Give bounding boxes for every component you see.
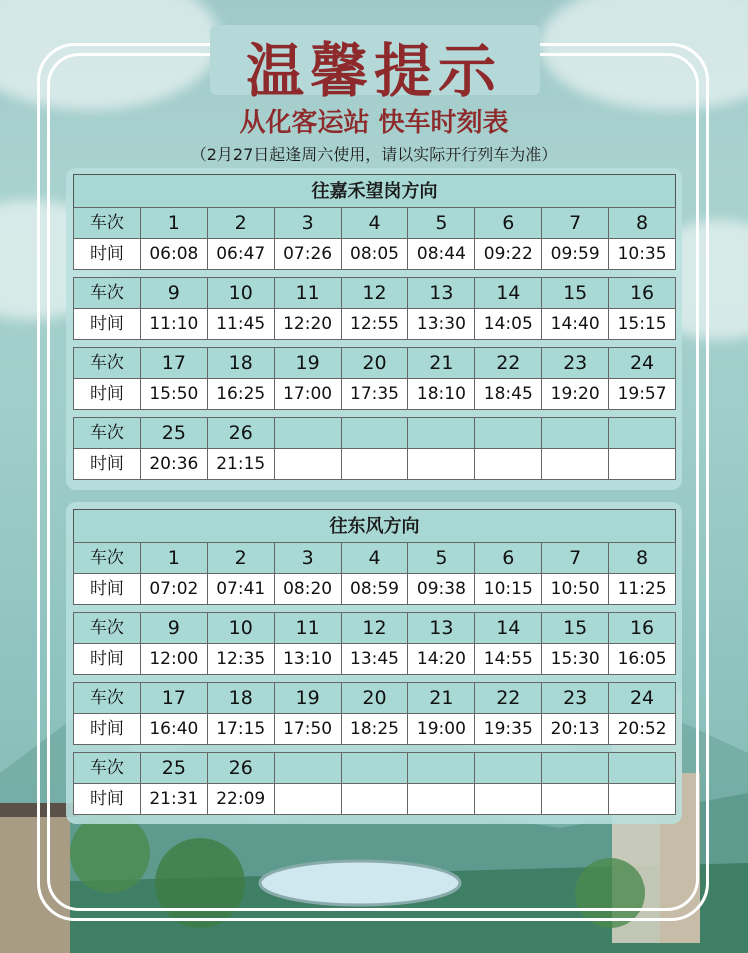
departure-time-cell: 21:15 — [207, 448, 275, 480]
train-number-cell: 8 — [608, 207, 676, 239]
train-number-cell: 14 — [474, 612, 542, 644]
train-number-cell: 18 — [207, 682, 275, 714]
departure-time-cell: 14:40 — [541, 308, 609, 340]
train-number-cell: 11 — [274, 277, 342, 309]
train-number-cell — [274, 752, 342, 784]
departure-time-cell — [274, 448, 342, 480]
train-number-row — [73, 348, 676, 379]
page-title: 温馨提示 — [245, 37, 502, 105]
departure-time-cell: 07:02 — [140, 573, 208, 605]
train-number-cell: 6 — [474, 207, 542, 239]
departure-time-cell: 06:08 — [140, 238, 208, 270]
train-number-cell: 7 — [541, 207, 609, 239]
train-number-cell: 7 — [541, 542, 609, 574]
schedule-block — [73, 208, 676, 270]
train-number-cell: 16 — [608, 277, 676, 309]
train-number-cell: 17 — [140, 682, 208, 714]
train-number-cell: 9 — [140, 277, 208, 309]
departure-time-cell: 20:13 — [541, 713, 609, 745]
train-number-cell: 2 — [207, 207, 275, 239]
train-number-cell: 3 — [274, 207, 342, 239]
row-label-time: 时间 — [73, 378, 141, 410]
row-label-time: 时间 — [73, 573, 141, 605]
schedule-block — [73, 543, 676, 605]
row-label-time: 时间 — [73, 713, 141, 745]
train-number-cell: 2 — [207, 542, 275, 574]
train-number-cell: 13 — [407, 277, 475, 309]
schedule-block — [73, 278, 676, 340]
departure-time-cell: 11:25 — [608, 573, 676, 605]
row-label-number: 车次 — [73, 417, 141, 449]
train-number-cell: 21 — [407, 347, 475, 379]
departure-time-cell: 16:25 — [207, 378, 275, 410]
departure-time-cell: 20:36 — [140, 448, 208, 480]
row-label-number: 车次 — [73, 542, 141, 574]
schedule-block — [73, 613, 676, 675]
schedule-block — [73, 683, 676, 745]
row-label-number: 车次 — [73, 277, 141, 309]
departure-time-cell: 19:35 — [474, 713, 542, 745]
train-number-cell: 10 — [207, 277, 275, 309]
train-number-cell: 23 — [541, 682, 609, 714]
departure-time-cell: 11:45 — [207, 308, 275, 340]
departure-time-cell — [341, 448, 409, 480]
departure-time-cell: 10:50 — [541, 573, 609, 605]
departure-time-row — [73, 309, 676, 340]
train-number-cell: 12 — [341, 612, 409, 644]
schedule-block — [73, 753, 676, 815]
departure-time-cell: 14:55 — [474, 643, 542, 675]
train-number-cell: 5 — [407, 207, 475, 239]
departure-time-cell: 18:45 — [474, 378, 542, 410]
train-number-cell: 19 — [274, 682, 342, 714]
train-number-row — [73, 418, 676, 449]
train-number-cell — [407, 752, 475, 784]
schedule-block — [73, 348, 676, 410]
train-number-cell: 4 — [341, 542, 409, 574]
departure-time-cell: 12:00 — [140, 643, 208, 675]
departure-time-cell: 06:47 — [207, 238, 275, 270]
departure-time-cell: 08:44 — [407, 238, 475, 270]
departure-time-cell: 12:35 — [207, 643, 275, 675]
departure-time-cell: 22:09 — [207, 783, 275, 815]
departure-time-cell: 13:10 — [274, 643, 342, 675]
train-number-cell: 26 — [207, 417, 275, 449]
departure-time-cell: 18:10 — [407, 378, 475, 410]
train-number-cell: 24 — [608, 347, 676, 379]
train-number-cell: 9 — [140, 612, 208, 644]
departure-time-cell: 11:10 — [140, 308, 208, 340]
train-number-cell: 5 — [407, 542, 475, 574]
departure-time-cell: 15:30 — [541, 643, 609, 675]
train-number-cell — [608, 752, 676, 784]
departure-time-cell: 08:20 — [274, 573, 342, 605]
train-number-cell: 20 — [341, 682, 409, 714]
departure-time-cell: 18:25 — [341, 713, 409, 745]
row-label-number: 车次 — [73, 682, 141, 714]
train-number-row — [73, 613, 676, 644]
departure-time-cell: 17:50 — [274, 713, 342, 745]
train-number-cell — [407, 417, 475, 449]
train-number-cell: 6 — [474, 542, 542, 574]
train-number-cell: 17 — [140, 347, 208, 379]
departure-time-cell: 12:55 — [341, 308, 409, 340]
departure-time-cell: 19:20 — [541, 378, 609, 410]
train-number-cell: 15 — [541, 612, 609, 644]
row-label-time: 时间 — [73, 448, 141, 480]
departure-time-cell: 07:26 — [274, 238, 342, 270]
departure-time-cell: 14:05 — [474, 308, 542, 340]
departure-time-cell — [608, 448, 676, 480]
departure-time-row — [73, 784, 676, 815]
train-number-cell: 13 — [407, 612, 475, 644]
train-number-row — [73, 753, 676, 784]
train-number-cell — [608, 417, 676, 449]
direction-header: 往东风方向 — [73, 509, 676, 543]
row-label-number: 车次 — [73, 752, 141, 784]
departure-time-cell: 16:05 — [608, 643, 676, 675]
departure-time-cell: 17:00 — [274, 378, 342, 410]
train-number-cell: 12 — [341, 277, 409, 309]
train-number-cell — [541, 752, 609, 784]
departure-time-row — [73, 449, 676, 480]
train-number-cell: 24 — [608, 682, 676, 714]
train-number-cell: 22 — [474, 347, 542, 379]
train-number-row — [73, 278, 676, 309]
train-number-cell: 18 — [207, 347, 275, 379]
departure-time-row — [73, 574, 676, 605]
row-label-number: 车次 — [73, 612, 141, 644]
departure-time-cell — [341, 783, 409, 815]
departure-time-cell: 19:57 — [608, 378, 676, 410]
row-label-time: 时间 — [73, 783, 141, 815]
departure-time-cell: 21:31 — [140, 783, 208, 815]
departure-time-cell: 15:15 — [608, 308, 676, 340]
train-number-cell — [341, 752, 409, 784]
departure-time-cell — [608, 783, 676, 815]
departure-time-cell: 20:52 — [608, 713, 676, 745]
train-number-cell: 22 — [474, 682, 542, 714]
train-number-cell: 20 — [341, 347, 409, 379]
train-number-cell: 25 — [140, 417, 208, 449]
row-label-number: 车次 — [73, 347, 141, 379]
departure-time-cell: 16:40 — [140, 713, 208, 745]
train-number-cell: 1 — [140, 207, 208, 239]
row-label-time: 时间 — [73, 308, 141, 340]
train-number-cell: 11 — [274, 612, 342, 644]
row-label-number: 车次 — [73, 207, 141, 239]
train-number-cell — [274, 417, 342, 449]
direction-header: 往嘉禾望岗方向 — [73, 174, 676, 208]
train-number-cell: 10 — [207, 612, 275, 644]
train-number-cell: 3 — [274, 542, 342, 574]
departure-time-cell — [407, 448, 475, 480]
departure-time-row — [73, 379, 676, 410]
train-number-cell: 16 — [608, 612, 676, 644]
train-number-row — [73, 683, 676, 714]
departure-time-cell: 10:35 — [608, 238, 676, 270]
departure-time-cell: 10:15 — [474, 573, 542, 605]
departure-time-row — [73, 644, 676, 675]
usage-note: （2月27日起逢周六使用，请以实际开行列车为准） — [190, 145, 558, 164]
departure-time-cell: 17:15 — [207, 713, 275, 745]
departure-time-cell — [474, 783, 542, 815]
departure-time-cell: 17:35 — [341, 378, 409, 410]
train-number-cell — [474, 752, 542, 784]
departure-time-cell: 08:59 — [341, 573, 409, 605]
departure-time-cell: 13:30 — [407, 308, 475, 340]
train-number-cell — [474, 417, 542, 449]
train-number-cell: 25 — [140, 752, 208, 784]
departure-time-cell — [407, 783, 475, 815]
departure-time-cell: 07:41 — [207, 573, 275, 605]
departure-time-cell: 09:38 — [407, 573, 475, 605]
train-number-cell: 15 — [541, 277, 609, 309]
train-number-cell: 21 — [407, 682, 475, 714]
train-number-cell — [341, 417, 409, 449]
departure-time-cell: 13:45 — [341, 643, 409, 675]
train-number-cell: 26 — [207, 752, 275, 784]
train-number-cell: 8 — [608, 542, 676, 574]
train-number-cell: 23 — [541, 347, 609, 379]
row-label-time: 时间 — [73, 238, 141, 270]
page-subtitle: 从化客运站 快车时刻表 — [239, 108, 509, 138]
row-label-time: 时间 — [73, 643, 141, 675]
train-number-cell: 1 — [140, 542, 208, 574]
departure-time-cell: 14:20 — [407, 643, 475, 675]
departure-time-cell: 09:22 — [474, 238, 542, 270]
departure-time-cell: 08:05 — [341, 238, 409, 270]
departure-time-cell — [474, 448, 542, 480]
departure-time-cell — [541, 448, 609, 480]
train-number-row — [73, 543, 676, 574]
departure-time-cell: 09:59 — [541, 238, 609, 270]
train-number-cell: 14 — [474, 277, 542, 309]
departure-time-cell — [541, 783, 609, 815]
train-number-cell — [541, 417, 609, 449]
schedule-block — [73, 418, 676, 480]
departure-time-row — [73, 239, 676, 270]
departure-time-cell — [274, 783, 342, 815]
departure-time-cell: 19:00 — [407, 713, 475, 745]
schedule-jiahewanggang — [73, 174, 676, 480]
departure-time-row — [73, 714, 676, 745]
departure-time-cell: 15:50 — [140, 378, 208, 410]
train-number-row — [73, 208, 676, 239]
train-number-cell: 4 — [341, 207, 409, 239]
train-number-cell: 19 — [274, 347, 342, 379]
departure-time-cell: 12:20 — [274, 308, 342, 340]
schedule-dongfeng — [73, 509, 676, 815]
